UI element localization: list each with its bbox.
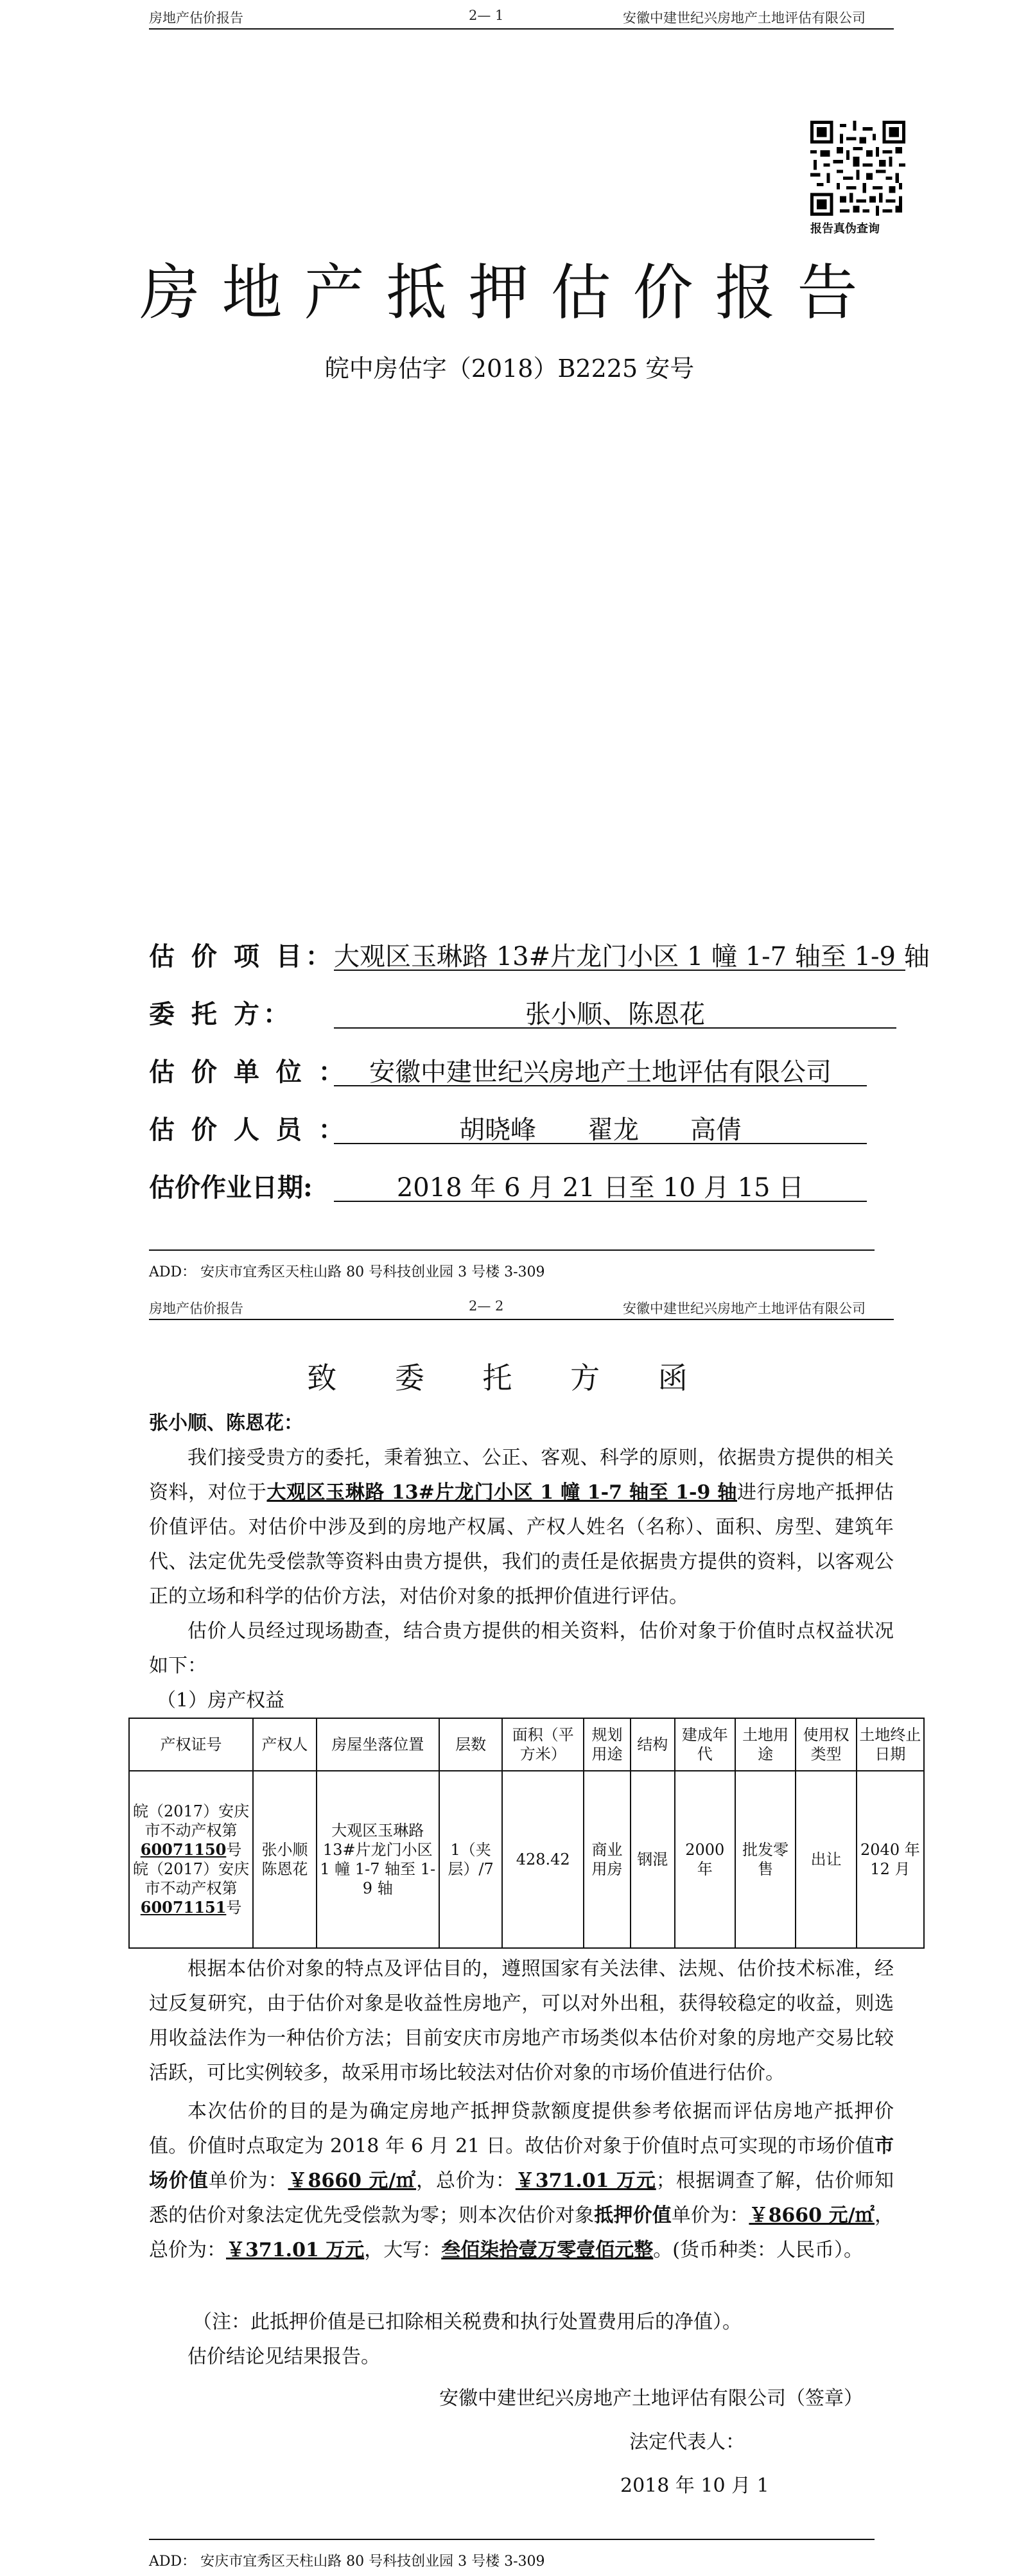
property-rights-table [128, 1718, 925, 1949]
cert-number: 60071151 [140, 1898, 227, 1917]
cell-floors: 1（夹层）/7 [439, 1771, 503, 1948]
qr-code-icon[interactable] [810, 121, 905, 216]
cell-end-date: 2040 年 12 月 [857, 1771, 924, 1948]
paragraph-inspection: 估价人员经过现场勘查，结合贵方提供的相关资料，估价对象于价值时点权益状况如下： [149, 1620, 894, 1677]
text-run: 抵押价值 [594, 2204, 672, 2227]
mortgage-unit-price: ￥8660 元/㎡ [749, 2204, 875, 2227]
column-header: 建成年代 [675, 1718, 735, 1771]
cert-text: 皖（2017）安庆市不动产权第 [133, 1802, 250, 1840]
cover-field-value: 大观区玉琳路 13#片龙门小区 1 幢 1-7 轴至 1-9 轴 [334, 936, 905, 971]
column-header: 结构 [631, 1718, 675, 1771]
cell-year: 2000 年 [675, 1771, 735, 1948]
page1-header-page: 2— 1 [469, 8, 504, 23]
page2-header-left: 房地产估价报告 [149, 1301, 243, 1316]
page2-header-right: 安徽中建世纪兴房地产土地评估有限公司 [623, 1301, 866, 1316]
page1-address: ADD： 安庆市宜秀区天柱山路 80 号科技创业园 3 号楼 3-309 [149, 1264, 545, 1280]
rights-heading: （1）房产权益 [157, 1689, 285, 1712]
company-signature: 安徽中建世纪兴房地产土地评估有限公司（签章） [439, 2387, 863, 2410]
cell-area: 428.42 [502, 1771, 584, 1948]
salutation: 张小顺、陈恩花： [149, 1412, 303, 1434]
cell-right-type: 出让 [796, 1771, 856, 1948]
column-header: 产权人 [253, 1718, 317, 1771]
letter-title: 致 委 托 方 函 [307, 1361, 712, 1395]
text-run: 进行房地产抵押估价值评估。对估价中涉及到的房地产权属、产权人姓名（名称）、面积、房型、建筑年代、法定优先受偿款等资料由贵方提供，我们的责任是依据贵方提供的资料，以客观公正的立场和科学的估价方法，对估价对象的抵押价值进行评估。 [149, 1481, 894, 1608]
total-in-words: 叁佰柒拾壹万零壹佰元整 [441, 2239, 654, 2261]
cell-cert-no [129, 1771, 253, 1948]
page-title: 房地产抵押估价报告 [139, 258, 880, 328]
text-run: 我们接受贵方的委托，秉着独立、公正、客观、科学的原则，依据贵方提供的相关资料，对位于 [149, 1447, 894, 1504]
column-header: 规划用途 [584, 1718, 631, 1771]
text-run: 市场价值 [149, 2135, 894, 2192]
cover-field-label: 委 托 方： [149, 999, 293, 1029]
cell-owner: 张小顺陈恩花 [253, 1771, 317, 1948]
table-row [129, 1771, 924, 1948]
cell-land-use: 批发零售 [735, 1771, 796, 1948]
cover-field-label: 估价作业日期: [149, 1172, 313, 1203]
column-header: 面积（平方米） [502, 1718, 584, 1771]
text-run: ；根据调查了解，估价师知悉的估价对象法定优先受偿款为零；则本次估价对象 [149, 2170, 894, 2227]
cell-use: 商业用房 [584, 1771, 631, 1948]
page2-header-rule [149, 1319, 894, 1320]
cover-field-label: 估 价 项 目： [149, 941, 335, 971]
text-run: 单价为： [671, 2204, 749, 2227]
page1-header-rule [149, 28, 894, 30]
column-header: 土地用途 [735, 1718, 796, 1771]
paragraph-method: 根据本估价对象的特点及评估目的，遵照国家有关法律、法规、估价技术标准，经过反复研究，由于估价对象是收益性房地产，可以对外出租，获得较稳定的收益，则选用收益法作为一种估价方法；目前安庆市房地产市场类似本估价对象的房地产交易比较活跃，可比实例较多，故采用市场比较法对估价对象的市场价值进行估价。 [149, 1958, 894, 2084]
column-header: 层数 [439, 1718, 503, 1771]
cover-field-value: 安徽中建世纪兴房地产土地评估有限公司 [334, 1052, 867, 1086]
column-header: 土地终止日期 [857, 1718, 924, 1771]
text-run: ，总价为： [416, 2170, 516, 2192]
text-run: ，总价为： [149, 2204, 894, 2261]
column-header: 使用权类型 [796, 1718, 856, 1771]
letter-date: 2018 年 10 月 1 [620, 2475, 769, 2497]
page2-header-page: 2— 2 [469, 1298, 504, 1314]
cover-field-value: 张小顺、陈恩花 [334, 994, 896, 1029]
text-run: 单价为： [208, 2170, 288, 2192]
text-run: 本次估价的目的是为确定房地产抵押贷款额度提供参考依据而评估房地产抵押价值。价值时点取定为 2018 年 6 月 21 日。故估价对象于价值时点可实现的市场价值 [149, 2100, 894, 2157]
cell-location: 大观区玉琳路 13#片龙门小区 1 幢 1-7 轴至 1-9 轴 [317, 1771, 439, 1948]
cell-structure: 钢混 [631, 1771, 675, 1948]
cert-text: 皖（2017）安庆市不动产权第 [133, 1860, 250, 1897]
paragraph-result [149, 2094, 894, 2268]
cover-field-value: 2018 年 6 月 21 日至 10 月 15 日 [334, 1167, 867, 1202]
table-header-row [129, 1718, 924, 1771]
report-number: 皖中房估字（2018）B2225 安号 [324, 354, 695, 383]
page1-header-left: 房地产估价报告 [149, 10, 243, 26]
cert-text: 号 [226, 1841, 242, 1859]
page2-address: ADD： 安庆市宜秀区天柱山路 80 号科技创业园 3 号楼 3-309 [149, 2554, 545, 2570]
qr-caption: 报告真伪查询 [810, 222, 880, 236]
mortgage-total-price: ￥371.01 万元 [226, 2239, 365, 2261]
cover-field-label: 估 价 单 位 ： [149, 1057, 348, 1087]
cover-field-value: 胡晓峰 翟龙 高倩 [334, 1110, 867, 1144]
page1-header-right: 安徽中建世纪兴房地产土地评估有限公司 [623, 10, 866, 26]
page1-footer-rule [149, 1249, 875, 1251]
paragraph-intro [149, 1441, 894, 1614]
conclusion: 估价结论见结果报告。 [187, 2345, 380, 2368]
cert-text: 号 [226, 1899, 242, 1917]
property-address: 大观区玉琳路 13#片龙门小区 1 幢 1-7 轴至 1-9 轴 [266, 1481, 737, 1504]
column-header: 产权证号 [129, 1718, 253, 1771]
market-unit-price: ￥8660 元/㎡ [288, 2170, 417, 2192]
legal-representative: 法定代表人： [629, 2431, 745, 2453]
column-header: 房屋坐落位置 [317, 1718, 439, 1771]
page2-footer-rule [149, 2539, 875, 2540]
text-run: 。(货币种类：人民币）。 [653, 2239, 863, 2261]
text-run: ，大写： [364, 2239, 442, 2261]
market-total-price: ￥371.01 万元 [515, 2170, 656, 2192]
cert-number: 60071150 [140, 1840, 227, 1859]
note: （注：此抵押价值是已扣除相关税费和执行处置费用后的净值）。 [193, 2311, 742, 2333]
cover-field-label: 估 价 人 员 ： [149, 1115, 348, 1145]
